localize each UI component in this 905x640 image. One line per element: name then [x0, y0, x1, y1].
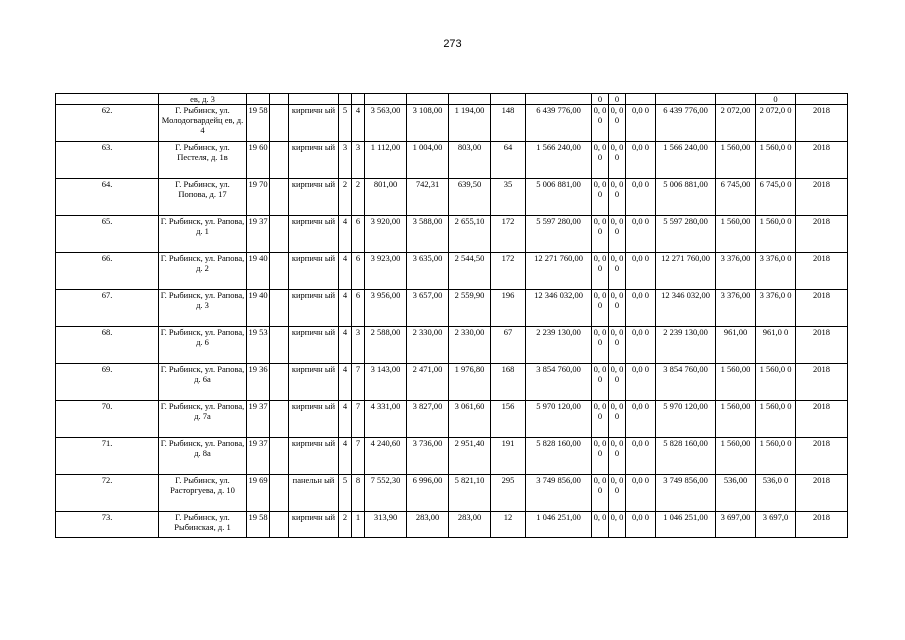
cell-blank [270, 179, 289, 216]
cell-c2: 0, 0 0 [609, 253, 626, 290]
cell-c1: 0, 0 0 [592, 401, 609, 438]
cell-area-a: 3 827,00 [407, 401, 449, 438]
cell-floors: 4 [339, 253, 352, 290]
cell-c5: 6 745,0 0 [756, 179, 796, 216]
cell-residents: 35 [491, 179, 526, 216]
cell-c4: 1 560,00 [716, 438, 756, 475]
cell-c2: 0, 0 0 [609, 327, 626, 364]
cell-address: Г. Рыбинск, ул. Расторгуева, д. 10 [159, 475, 247, 512]
cell-blank [270, 401, 289, 438]
cell-area-a: 3 108,00 [407, 105, 449, 142]
cell-cost: 3 749 856,00 [526, 475, 592, 512]
cell-area-a: 6 996,00 [407, 475, 449, 512]
cell-area-b: 283,00 [449, 512, 491, 538]
cell-residents: 67 [491, 327, 526, 364]
cell-year: 19 69 [247, 475, 270, 512]
cell-year-end: 2018 [796, 142, 848, 179]
cell-address: Г. Рыбинск, ул. Рапова, д. 1 [159, 216, 247, 253]
table-row [56, 512, 848, 538]
cell-year-end: 2018 [796, 512, 848, 538]
cell-c1: 0, 0 0 [592, 290, 609, 327]
cell-year: 19 70 [247, 179, 270, 216]
cell-floors: 5 [339, 105, 352, 142]
cell-residents: 168 [491, 364, 526, 401]
cell-address: Г. Рыбинск, ул. Пестеля, д. 1в [159, 142, 247, 179]
cell-year-end: 2018 [796, 401, 848, 438]
cell-c5: 536,0 0 [756, 475, 796, 512]
cell-cost: 6 439 776,00 [526, 105, 592, 142]
cell-cost-2: 3 749 856,00 [656, 475, 716, 512]
cell-cost-2: 2 239 130,00 [656, 327, 716, 364]
cell-c3: 0,0 0 [626, 512, 656, 538]
cell-c5: 3 376,0 0 [756, 253, 796, 290]
cell-material: панельн ый [289, 475, 339, 512]
cell-floors: 4 [339, 216, 352, 253]
cell-c1: 0, 0 0 [592, 438, 609, 475]
cell-entrances: 2 [352, 179, 365, 216]
cell-address: Г. Рыбинск, ул. Рапова, д. 7а [159, 401, 247, 438]
cell-entrances: 6 [352, 290, 365, 327]
cell-c5: 1 560,0 0 [756, 438, 796, 475]
cell-c2: 0, 0 0 [609, 364, 626, 401]
cell-c5: 0 [756, 94, 796, 105]
cell-address: ев, д. 3 [159, 94, 247, 105]
cell-address: Г. Рыбинск, ул. Попова, д. 17 [159, 179, 247, 216]
cell-address: Г. Рыбинск, ул. Рапова, д. 2 [159, 253, 247, 290]
cell-floors: 4 [339, 401, 352, 438]
cell-c1: 0, 0 [592, 512, 609, 538]
cell-floors: 3 [339, 142, 352, 179]
cell-number: 65. [56, 216, 159, 253]
cell-floors: 4 [339, 438, 352, 475]
cell-number: 73. [56, 512, 159, 538]
cell-material: кирпичн ый [289, 364, 339, 401]
cell-c1: 0, 0 0 [592, 253, 609, 290]
cell-floors: 4 [339, 327, 352, 364]
cell-blank [270, 105, 289, 142]
cell-area-a: 3 635,00 [407, 253, 449, 290]
cell-number: 69. [56, 364, 159, 401]
cell-area-b: 1 976,80 [449, 364, 491, 401]
cell-c5: 1 560,0 0 [756, 364, 796, 401]
cell-area-b: 639,50 [449, 179, 491, 216]
cell-number: 68. [56, 327, 159, 364]
cell-c1: 0, 0 0 [592, 142, 609, 179]
cell-year: 19 37 [247, 438, 270, 475]
cell-area-b: 2 655,10 [449, 216, 491, 253]
table-row [56, 105, 848, 142]
table-row [56, 142, 848, 179]
cell-area-a: 2 330,00 [407, 327, 449, 364]
cell-c4: 536,00 [716, 475, 756, 512]
cell-area-a: 2 471,00 [407, 364, 449, 401]
cell-area-total: 3 956,00 [365, 290, 407, 327]
cell-area-total: 313,90 [365, 512, 407, 538]
cell-material: кирпичн ый [289, 179, 339, 216]
cell-residents: 172 [491, 216, 526, 253]
cell-c4: 1 560,00 [716, 364, 756, 401]
cell-area-total: 3 923,00 [365, 253, 407, 290]
cell-area-b: 5 821,10 [449, 475, 491, 512]
cell-c5: 3 697,0 [756, 512, 796, 538]
cell-cost: 12 271 760,00 [526, 253, 592, 290]
cell-floors: 4 [339, 364, 352, 401]
cell-blank [270, 438, 289, 475]
cell-year: 19 53 [247, 327, 270, 364]
cell-c3: 0,0 0 [626, 327, 656, 364]
cell-c4: 6 745,00 [716, 179, 756, 216]
cell-floors: 4 [339, 290, 352, 327]
table-body [56, 94, 848, 538]
cell-year: 19 58 [247, 105, 270, 142]
cell-year-end: 2018 [796, 475, 848, 512]
cell-c4: 3 376,00 [716, 290, 756, 327]
cell-c3: 0,0 0 [626, 105, 656, 142]
cell-c1: 0, 0 0 [592, 216, 609, 253]
cell-blank [270, 475, 289, 512]
cell-c5: 2 072,0 0 [756, 105, 796, 142]
table-row [56, 290, 848, 327]
cell-material: кирпичн ый [289, 438, 339, 475]
cell-entrances: 7 [352, 401, 365, 438]
cell-area-b: 1 194,00 [449, 105, 491, 142]
cell-floors: 2 [339, 179, 352, 216]
cell-number: 72. [56, 475, 159, 512]
cell-year-end: 2018 [796, 364, 848, 401]
cell-c4: 3 697,00 [716, 512, 756, 538]
cell-area-total: 3 143,00 [365, 364, 407, 401]
cell-c2: 0, 0 0 [609, 475, 626, 512]
cell-material: кирпичн ый [289, 290, 339, 327]
cell-year: 19 58 [247, 512, 270, 538]
cell-residents: 156 [491, 401, 526, 438]
table-row [56, 327, 848, 364]
cell-blank [270, 364, 289, 401]
cell-year-end: 2018 [796, 327, 848, 364]
cell-area-b: 2 544,50 [449, 253, 491, 290]
cell-year-end: 2018 [796, 290, 848, 327]
cell-cost: 12 346 032,00 [526, 290, 592, 327]
cell-c5: 3 376,0 0 [756, 290, 796, 327]
cell-cost-2: 12 346 032,00 [656, 290, 716, 327]
housing-register-table [55, 93, 848, 538]
table-row [56, 216, 848, 253]
cell-c5: 1 560,0 0 [756, 142, 796, 179]
cell-material: кирпичн ый [289, 142, 339, 179]
cell-number: 71. [56, 438, 159, 475]
cell-entrances: 4 [352, 105, 365, 142]
cell-year-end: 2018 [796, 253, 848, 290]
cell-area-b: 2 951,40 [449, 438, 491, 475]
cell-number: 70. [56, 401, 159, 438]
cell-c4: 1 560,00 [716, 142, 756, 179]
cell-entrances: 7 [352, 438, 365, 475]
cell-floors: 5 [339, 475, 352, 512]
cell-area-total: 2 588,00 [365, 327, 407, 364]
cell-area-a: 3 588,00 [407, 216, 449, 253]
cell-c1: 0, 0 0 [592, 327, 609, 364]
cell-year-end: 2018 [796, 179, 848, 216]
cell-year: 19 37 [247, 401, 270, 438]
cell-cost-2: 12 271 760,00 [656, 253, 716, 290]
cell-c3: 0,0 0 [626, 179, 656, 216]
cell-c1: 0, 0 0 [592, 105, 609, 142]
cell-c2: 0, 0 0 [609, 105, 626, 142]
cell-c5: 961,0 0 [756, 327, 796, 364]
cell-area-b: 803,00 [449, 142, 491, 179]
cell-residents: 295 [491, 475, 526, 512]
page-number: 273 [443, 38, 462, 50]
cell-c1: 0, 0 0 [592, 475, 609, 512]
cell-area-total: 3 920,00 [365, 216, 407, 253]
cell-material: кирпичн ый [289, 401, 339, 438]
cell-cost: 1 046 251,00 [526, 512, 592, 538]
cell-year: 19 60 [247, 142, 270, 179]
cell-c2: 0, 0 [609, 512, 626, 538]
cell-c4: 2 072,00 [716, 105, 756, 142]
cell-c5: 1 560,0 0 [756, 216, 796, 253]
cell-c1: 0, 0 0 [592, 364, 609, 401]
cell-area-total: 4 240,60 [365, 438, 407, 475]
cell-c2: 0, 0 0 [609, 438, 626, 475]
cell-entrances: 3 [352, 327, 365, 364]
cell-cost: 3 854 760,00 [526, 364, 592, 401]
cell-cost: 5 597 280,00 [526, 216, 592, 253]
cell-material: кирпичн ый [289, 216, 339, 253]
cell-residents: 191 [491, 438, 526, 475]
cell-cost: 5 828 160,00 [526, 438, 592, 475]
cell-residents: 172 [491, 253, 526, 290]
cell-cost-2: 5 006 881,00 [656, 179, 716, 216]
table-row [56, 179, 848, 216]
cell-c3: 0,0 0 [626, 142, 656, 179]
cell-blank [270, 142, 289, 179]
cell-cost: 5 970 120,00 [526, 401, 592, 438]
cell-number: 67. [56, 290, 159, 327]
cell-residents: 148 [491, 105, 526, 142]
cell-c5: 1 560,0 0 [756, 401, 796, 438]
cell-blank [270, 216, 289, 253]
cell-c1: 0 [592, 94, 609, 105]
cell-blank [270, 253, 289, 290]
cell-cost: 1 566 240,00 [526, 142, 592, 179]
cell-year: 19 36 [247, 364, 270, 401]
cell-residents: 12 [491, 512, 526, 538]
cell-number: 66. [56, 253, 159, 290]
cell-number: 64. [56, 179, 159, 216]
cell-cost-2: 5 970 120,00 [656, 401, 716, 438]
cell-entrances: 6 [352, 216, 365, 253]
table-row [56, 401, 848, 438]
cell-cost-2: 5 597 280,00 [656, 216, 716, 253]
cell-entrances: 7 [352, 364, 365, 401]
cell-year-end: 2018 [796, 105, 848, 142]
cell-c4: 1 560,00 [716, 216, 756, 253]
cell-c3: 0,0 0 [626, 401, 656, 438]
cell-address: Г. Рыбинск, ул. Молодогвардейц ев, д. 4 [159, 105, 247, 142]
cell-address: Г. Рыбинск, ул. Рыбинская, д. 1 [159, 512, 247, 538]
cell-c3: 0,0 0 [626, 438, 656, 475]
cell-material: кирпичн ый [289, 512, 339, 538]
cell-c3: 0,0 0 [626, 216, 656, 253]
cell-area-b: 2 330,00 [449, 327, 491, 364]
cell-cost: 2 239 130,00 [526, 327, 592, 364]
cell-floors: 2 [339, 512, 352, 538]
cell-residents: 196 [491, 290, 526, 327]
cell-c4: 961,00 [716, 327, 756, 364]
cell-c2: 0 [609, 94, 626, 105]
cell-year: 19 37 [247, 216, 270, 253]
cell-c3: 0,0 0 [626, 364, 656, 401]
cell-c3: 0,0 0 [626, 290, 656, 327]
cell-cost-2: 6 439 776,00 [656, 105, 716, 142]
cell-area-a: 3 657,00 [407, 290, 449, 327]
cell-area-b: 3 061,60 [449, 401, 491, 438]
cell-blank [270, 327, 289, 364]
cell-blank [270, 512, 289, 538]
cell-address: Г. Рыбинск, ул. Рапова, д. 6 [159, 327, 247, 364]
cell-cost-2: 5 828 160,00 [656, 438, 716, 475]
cell-area-total: 801,00 [365, 179, 407, 216]
cell-area-total: 3 563,00 [365, 105, 407, 142]
cell-residents: 64 [491, 142, 526, 179]
table-row-partial [56, 94, 848, 105]
cell-year-end: 2018 [796, 438, 848, 475]
cell-material: кирпичн ый [289, 253, 339, 290]
cell-c3: 0,0 0 [626, 475, 656, 512]
cell-address: Г. Рыбинск, ул. Рапова, д. 8а [159, 438, 247, 475]
cell-cost-2: 1 046 251,00 [656, 512, 716, 538]
cell-address: Г. Рыбинск, ул. Рапова, д. 3 [159, 290, 247, 327]
cell-c2: 0, 0 0 [609, 290, 626, 327]
cell-area-total: 1 112,00 [365, 142, 407, 179]
cell-c4: 1 560,00 [716, 401, 756, 438]
cell-area-a: 283,00 [407, 512, 449, 538]
cell-c2: 0, 0 0 [609, 401, 626, 438]
cell-cost: 5 006 881,00 [526, 179, 592, 216]
cell-area-total: 4 331,00 [365, 401, 407, 438]
cell-c2: 0, 0 0 [609, 179, 626, 216]
cell-area-total: 7 552,30 [365, 475, 407, 512]
cell-material: кирпичн ый [289, 105, 339, 142]
cell-entrances: 3 [352, 142, 365, 179]
table-row [56, 475, 848, 512]
cell-area-b: 2 559,90 [449, 290, 491, 327]
cell-cost-2: 3 854 760,00 [656, 364, 716, 401]
cell-entrances: 8 [352, 475, 365, 512]
cell-c3: 0,0 0 [626, 253, 656, 290]
cell-c1: 0, 0 0 [592, 179, 609, 216]
cell-c4: 3 376,00 [716, 253, 756, 290]
cell-address: Г. Рыбинск, ул. Рапова, д. 6а [159, 364, 247, 401]
cell-area-a: 1 004,00 [407, 142, 449, 179]
table-row [56, 364, 848, 401]
cell-entrances: 1 [352, 512, 365, 538]
cell-c2: 0, 0 0 [609, 142, 626, 179]
cell-number: 62. [56, 105, 159, 142]
cell-cost-2: 1 566 240,00 [656, 142, 716, 179]
cell-blank [270, 290, 289, 327]
cell-number: 63. [56, 142, 159, 179]
cell-year-end: 2018 [796, 216, 848, 253]
table-row [56, 438, 848, 475]
table-row [56, 253, 848, 290]
cell-c2: 0, 0 0 [609, 216, 626, 253]
cell-material: кирпичн ый [289, 327, 339, 364]
cell-entrances: 6 [352, 253, 365, 290]
cell-area-a: 742,31 [407, 179, 449, 216]
cell-area-a: 3 736,00 [407, 438, 449, 475]
cell-year: 19 40 [247, 290, 270, 327]
cell-year: 19 40 [247, 253, 270, 290]
